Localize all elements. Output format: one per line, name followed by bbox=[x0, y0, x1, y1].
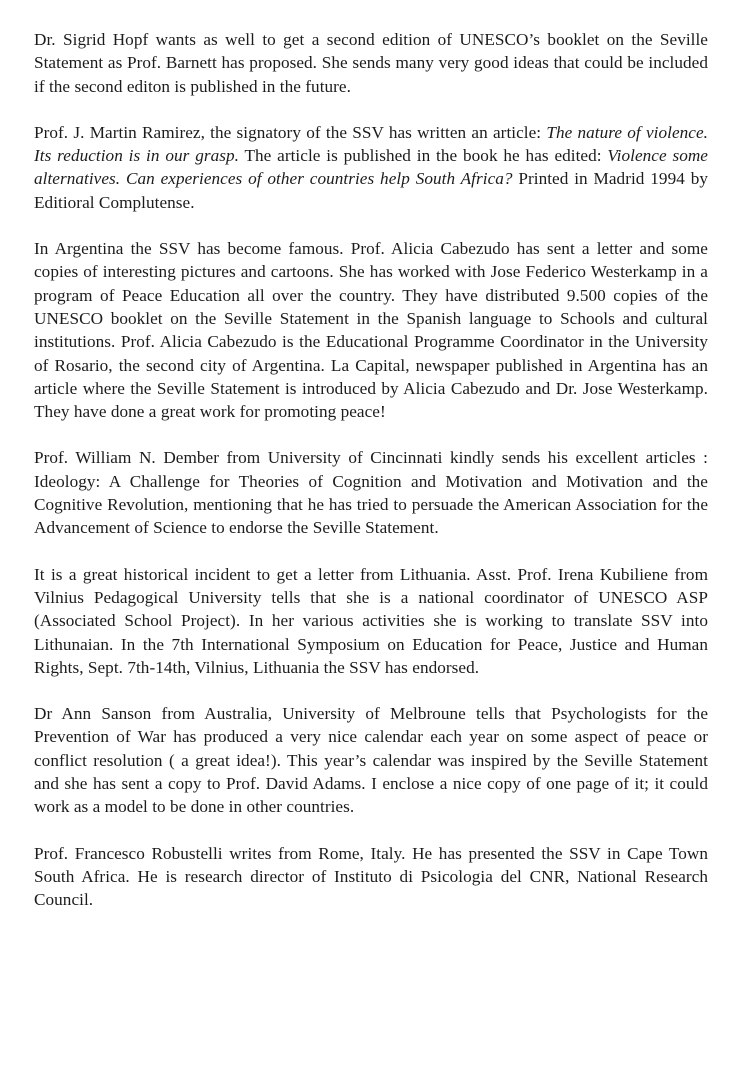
paragraph-argentina bbox=[34, 237, 708, 423]
paragraph-dember bbox=[34, 446, 708, 539]
text-run: In Argentina the SSV has become famous. Prof. Alicia Cabezudo has sent a letter and some copies of interesting pictures and cartoons. She has worked with Jose Federico Westerkamp in a program of Peace Education all over the country. They have distributed 9.500 copies of the UNESCO booklet on the Seville Statement in the Spanish language to Schools and cultural institutions. Prof. Alicia Cabezudo is the Educational Programme Coordinator in the University of Rosario, the second city of Argentina. La Capital, newspaper published in Argentina has an article where the Seville Statement is introduced by Alicia Cabezudo and Dr. Jose Westerkamp. They have done a great work for promoting peace! bbox=[34, 239, 708, 422]
document-page bbox=[34, 28, 708, 935]
article-title: The nature of violence. Its reduction is in our grasp. bbox=[34, 122, 708, 166]
paragraph-sanson bbox=[34, 702, 708, 818]
book-title: Violence some alternatives. Can experiences of other countries help South Africa? bbox=[34, 146, 708, 189]
text-run: Prof. William N. Dember from University of Cincinnati kindly sends his excellent articles : Ideology: A Challenge for Theories of Cognition and Motivation and Motivation and the Cognitive Revolution, mentioning that he has tried to persuade the American Association for the Advancement of Science to endorse the Seville Statement. bbox=[34, 448, 708, 538]
text-run: Printed in Madrid 1994 by Editioral Complutense. bbox=[34, 169, 708, 212]
text-run: Dr. Sigrid Hopf wants as well to get a second edition of UNESCO’s booklet on the Seville Statement as Prof. Barnett has proposed. She sends many very good ideas that could be included if the second editon is published in the future. bbox=[34, 30, 708, 96]
text-run: Prof. J. Martin Ramirez, the signatory of the SSV has written an article: bbox=[34, 122, 547, 142]
paragraph-hopf bbox=[34, 28, 708, 98]
text-run: The article is published in the book he has edited: bbox=[238, 146, 608, 166]
text-run: Prof. Francesco Robustelli writes from Rome, Italy. He has presented the SSV in Cape Town South Africa. He is research director of Instituto di Psicologia del CNR, National Research Council. bbox=[34, 843, 708, 910]
text-run: Dr Ann Sanson from Australia, University of Melbroune tells that Psychologists for the Prevention of War has produced a very nice calendar each year on some aspect of peace or conflict resolution ( a great idea!). This year’s calendar was inspired by the Seville Statement and she has sent a copy to Prof. David Adams. I enclose a nice copy of one page of it; it could work as a model to be done in other countries. bbox=[34, 704, 708, 817]
text-run: It is a great historical incident to get a letter from Lithuania. Asst. Prof. Irena Kubiliene from Vilnius Pedagogical University tells that she is a national coordinator of UNESCO ASP (Associated School Project). In her various activities she is working to translate SSV into Lithunaian. In the 7th International Symposium on Education for Peace, Justice and Human Rights, Sept. 7th-14th, Vilnius, Lithuania the SSV has endorsed. bbox=[34, 564, 708, 677]
paragraph-lithuania bbox=[34, 563, 708, 679]
paragraph-robustelli bbox=[34, 842, 708, 912]
paragraph-ramirez bbox=[34, 121, 708, 214]
